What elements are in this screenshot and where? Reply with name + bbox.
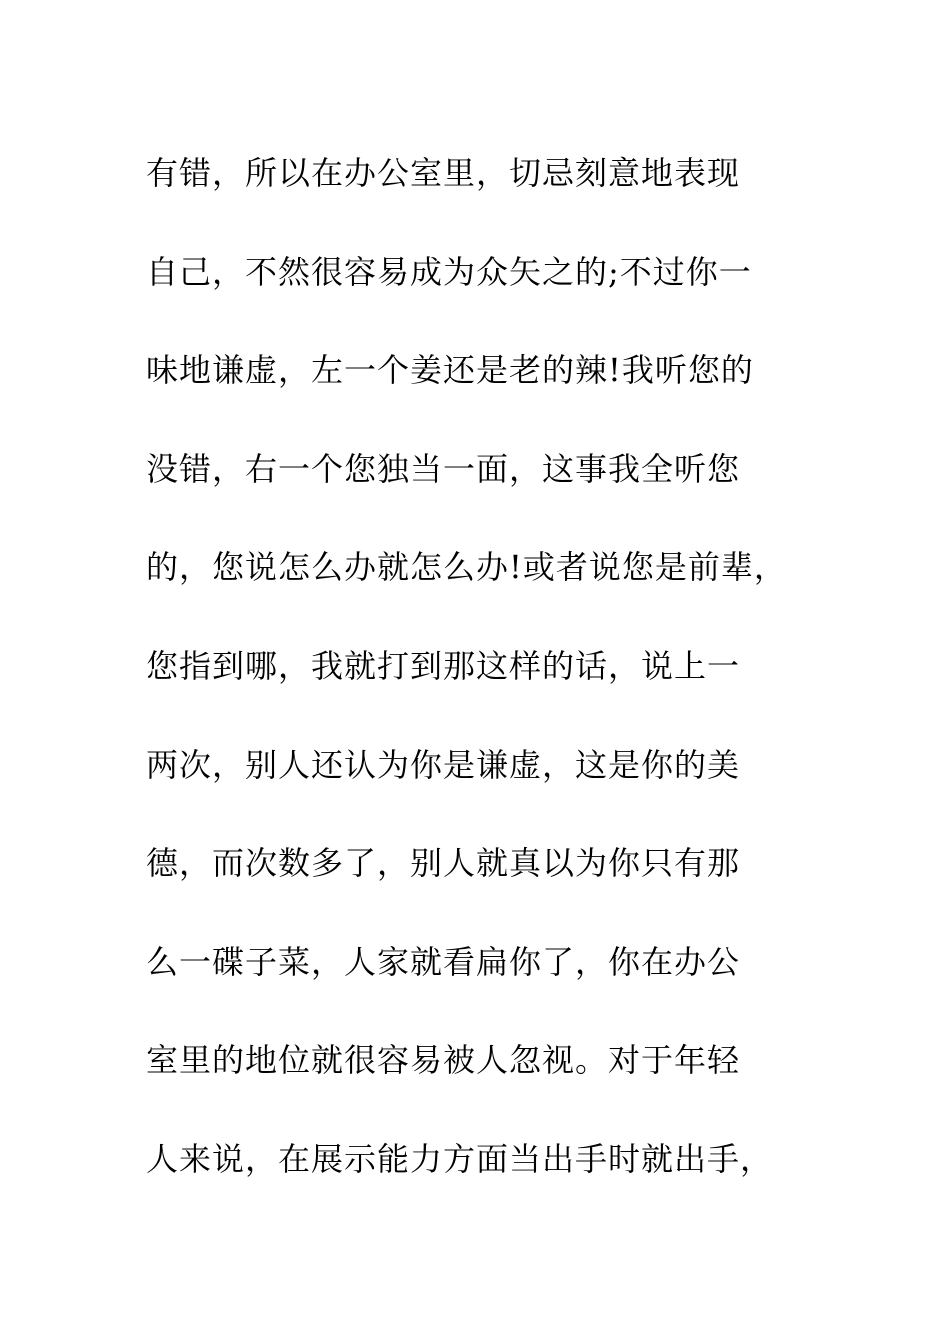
text-line-11: 人来说，在展示能力方面当出手时就出手， xyxy=(146,1139,774,1178)
text-line-10: 室里的地位就很容易被人忽视。对于年轻 xyxy=(146,1041,741,1080)
text-line-5: 的，您说怎么办就怎么办!或者说您是前辈， xyxy=(146,548,787,587)
text-line-6: 您指到哪，我就打到那这样的话，说上一 xyxy=(146,646,741,685)
text-line-1: 有错，所以在办公室里，切忌刻意地表现 xyxy=(146,154,741,192)
text-line-8: 德，而次数多了，别人就真以为你只有那 xyxy=(146,844,741,883)
text-line-4: 没错，右一个您独当一面，这事我全听您 xyxy=(146,449,741,488)
body-text xyxy=(146,124,846,1209)
text-line-9: 么一碟子菜，人家就看扁你了，你在办公 xyxy=(146,942,741,981)
text-line-3: 味地谦虚，左一个姜还是老的辣!我听您的 xyxy=(146,351,754,390)
text-line-7: 两次，别人还认为你是谦虚，这是你的美 xyxy=(146,745,741,784)
text-line-2: 自己，不然很容易成为众矢之的;不过你一 xyxy=(146,252,752,291)
